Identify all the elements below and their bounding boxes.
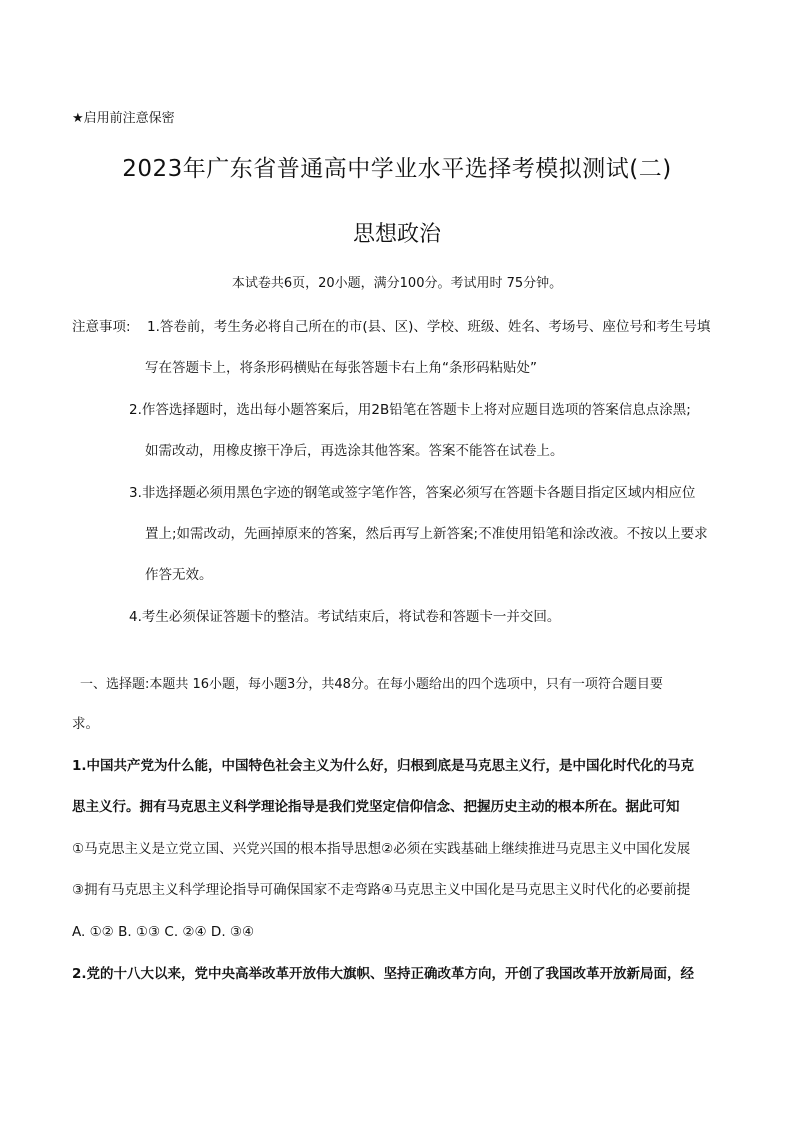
question-2-line-1: 2.党的十八大以来，党中央高举改革开放伟大旗帜、坚持正确改革方向，开创了我国改革开放新局面，经 [72,966,695,982]
confidential-mark: ★启用前注意保密 [72,111,175,126]
question-1-choices: A. ①② B. ①③ C. ②④ D. ③④ [72,924,255,940]
section-heading-cont: 求。 [72,716,99,732]
section-heading: 一、选择题:本题共 16小题，每小题3分，共48分。在每小题给出的四个选项中，只有一项符合题目要 [80,677,663,692]
question-1-option-statements-a: ①马克思主义是立党立国、兴党兴国的根本指导思想②必须在实践基础上继续推进马克思主义中国化发展 [72,841,691,857]
notice-item-2-line-2: 如需改动，用橡皮擦干净后，再选涂其他答案。答案不能答在试卷上。 [145,443,564,459]
question-1-line-2: 思主义行。拥有马克思主义科学理论指导是我们党坚定信仰信念、把握历史主动的根本所在。据此可知 [72,799,680,815]
notice-item-3-line-3: 作答无效。 [145,567,213,583]
notice-label: 注意事项: [72,319,131,335]
notice-item-1-line-1: 1.答卷前，考生务必将自己所在的市(县、区)、学校、班级、姓名、考场号、座位号和考生号填 [147,319,711,335]
notice-item-3-line-2: 置上;如需改动，先画掉原来的答案，然后再写上新答案;不准使用铅笔和涂改液。不按以上要求 [145,526,708,542]
notice-item-3-line-1: 3.非选择题必须用黑色字迹的钢笔或签字笔作答，答案必须写在答题卡各题目指定区域内相应位 [129,485,696,501]
notice-item-2-line-1: 2.作答选择题时，选出每小题答案后，用2B铅笔在答题卡上将对应题目选项的答案信息点涂黑; [129,402,691,418]
question-1-line-1: 1.中国共产党为什么能，中国特色社会主义为什么好，归根到底是马克思主义行，是中国化时代化的马克 [72,758,695,774]
subject-title: 思想政治 [352,222,441,247]
notice-item-1-line-2: 写在答题卡上，将条形码横贴在每张答题卡右上角“条形码粘贴处” [145,360,537,376]
exam-info: 本试卷共6页，20小题，满分100分。考试用时 75分钟。 [231,276,563,291]
notice-item-4-line-1: 4.考生必须保证答题卡的整洁。考试结束后，将试卷和答题卡一并交回。 [129,609,561,625]
question-1-option-statements-b: ③拥有马克思主义科学理论指导可确保国家不走弯路④马克思主义中国化是马克思主义时代化的必要前提 [72,882,691,898]
page-title: 2023年广东省普通高中学业水平选择考模拟测试(二) [122,156,672,182]
